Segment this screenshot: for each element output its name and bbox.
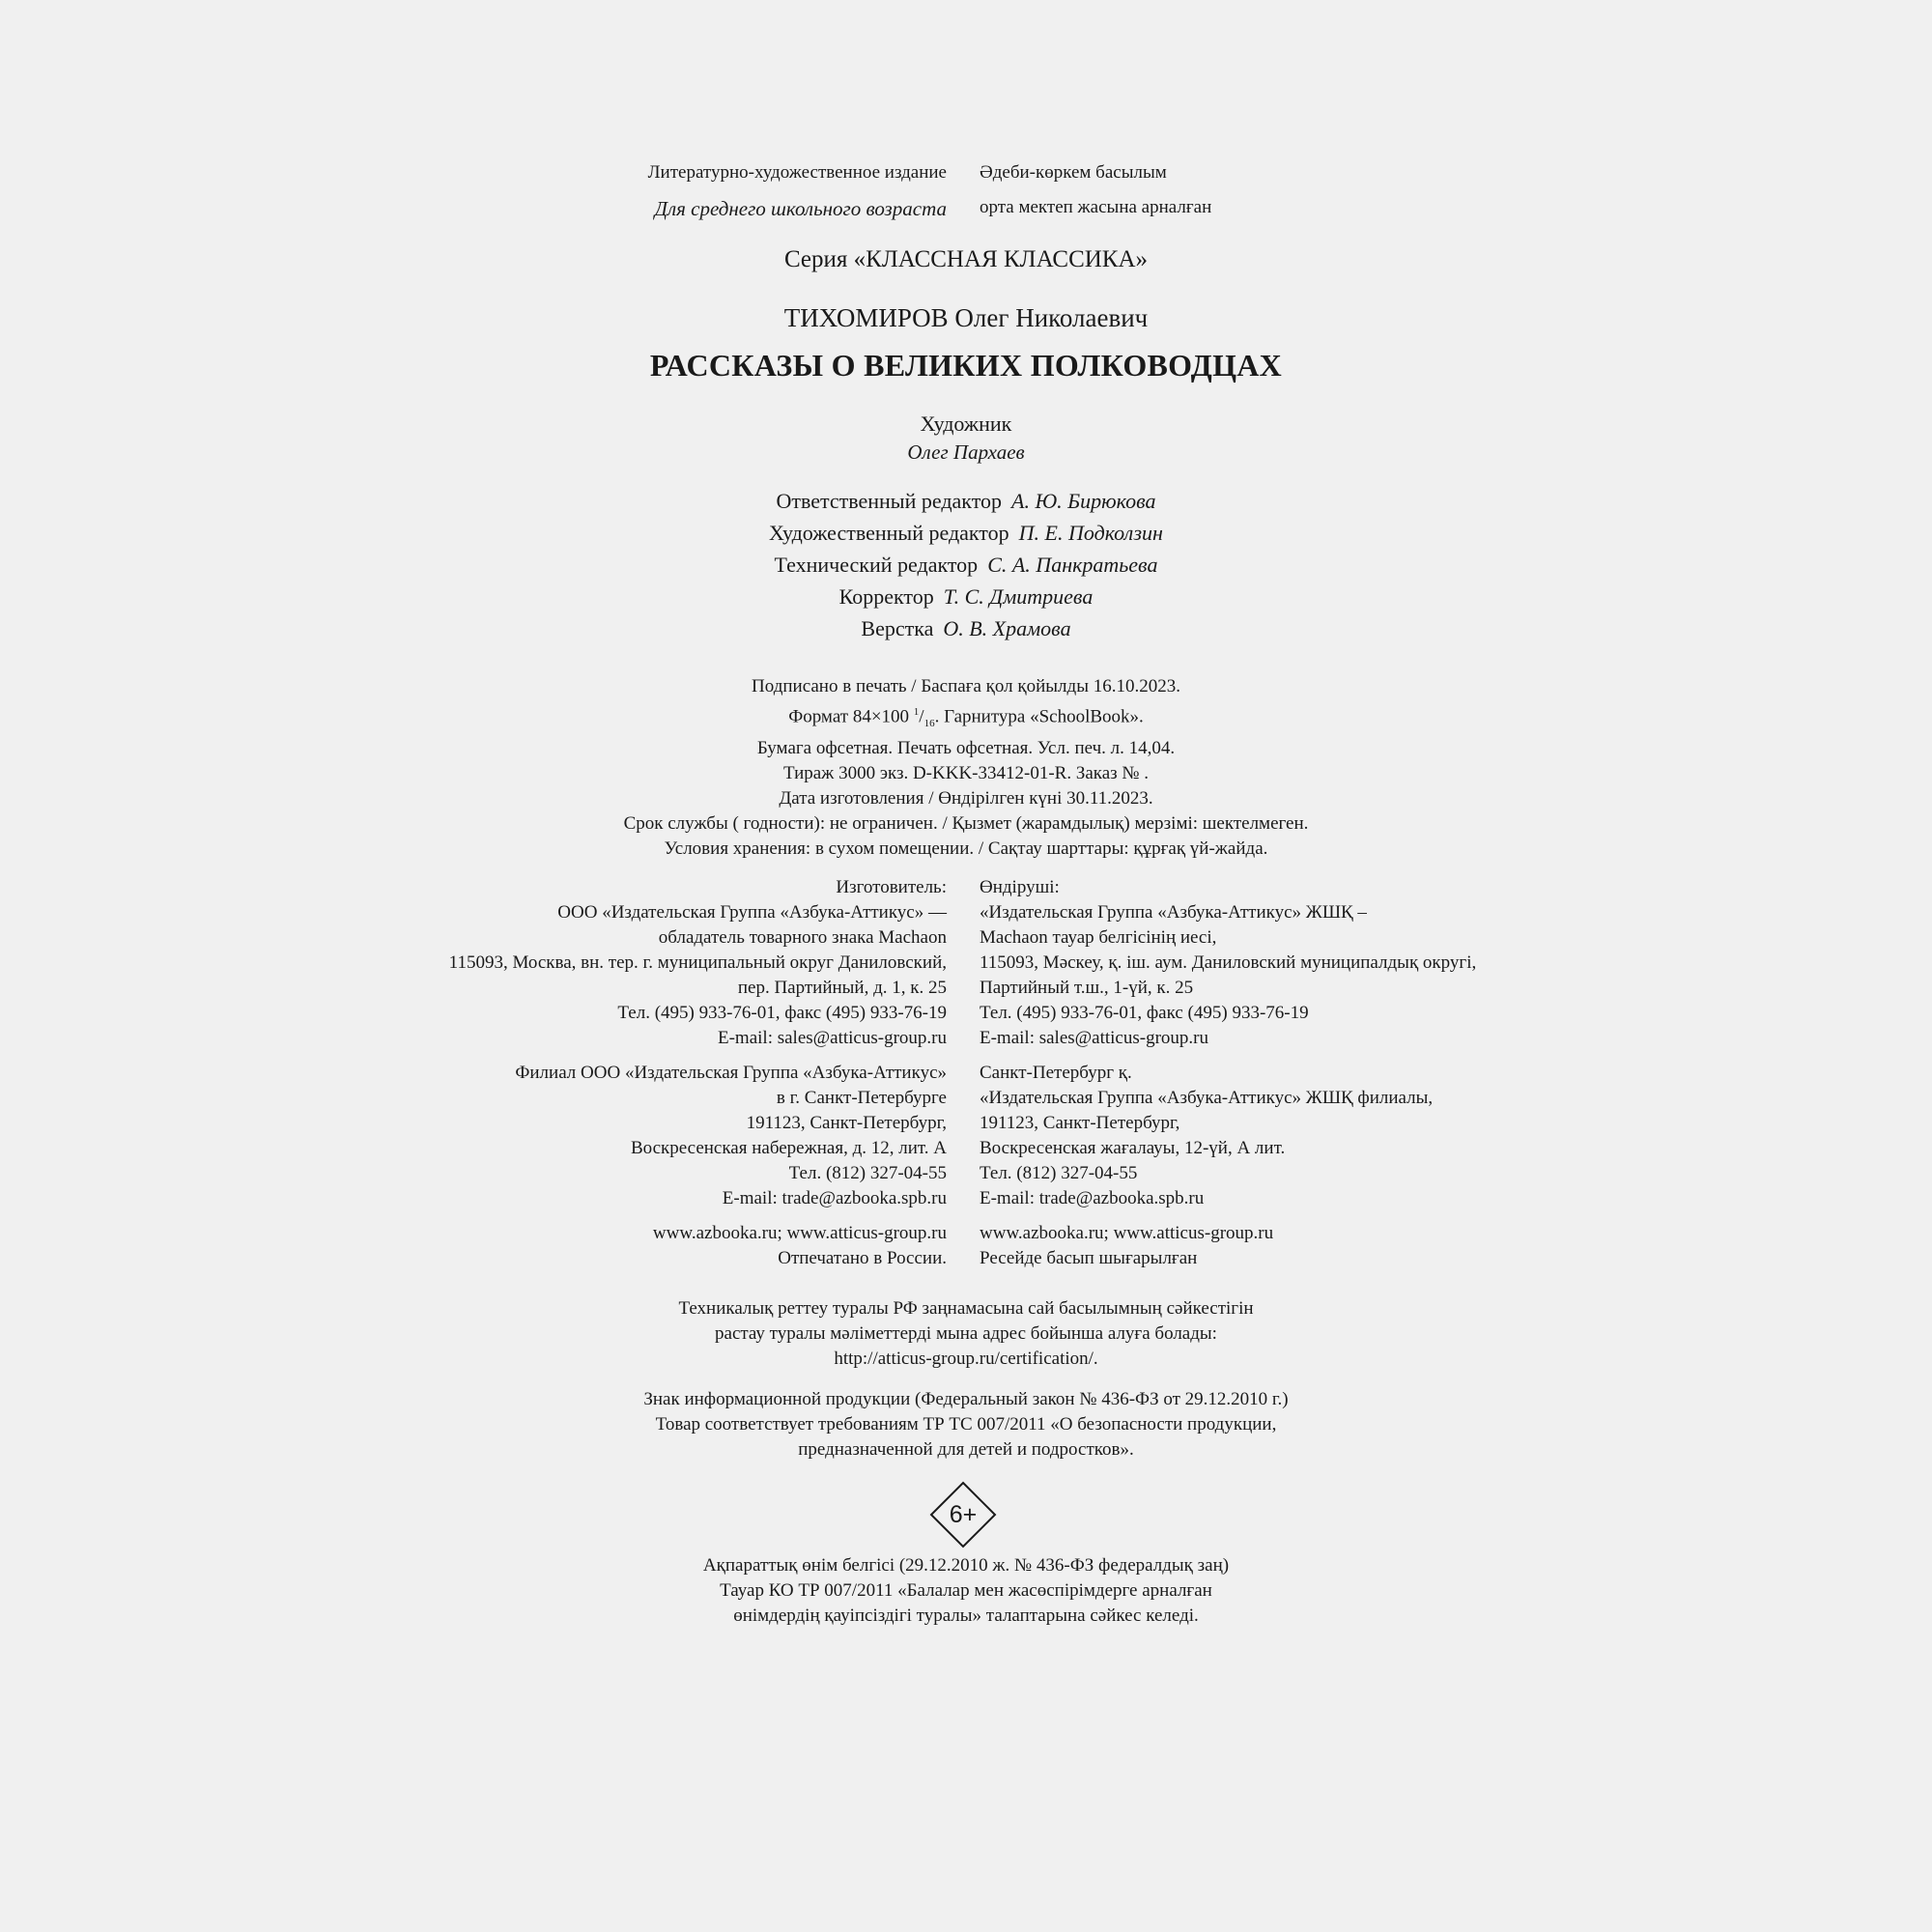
imprint-made: Дата изготовления / Өндірілген күні 30.11.2023. [779,788,1153,810]
illustrator-name: Олег Пархаев [907,440,1025,464]
branch-ru: Филиал ООО «Издательская Группа «Азбука-Аттикус» в г. Санкт-Петербурге 191123, Санкт-Петербург, Воскресенская набережная, д. 12, лит. А Тел. (812) 327-04-55 E-mail: trade@azbooka.spb.ru [515,1063,947,1208]
credit-row [0,485,1932,517]
manufacturer-kz: Өндіруші: «Издательская Группа «Азбука-Аттикус» ЖШҚ – Machaon тауар белгісінің иесі, 115093, Мәскеу, қ. іш. аум. Даниловский муниципалдық округі, Партийный т.ш., 1-үй, к. 25 Тел. (495) 933-76-01, факс (495) 933-76-19 E-mail: sales@atticus-group.ru [980,877,1477,1048]
book-title: РАССКАЗЫ О ВЕЛИКИХ ПОЛКОВОДЦАХ [649,348,1283,383]
credit-name: Т. С. Дмитриева [943,584,1094,609]
credit-role: Верстка [861,616,934,640]
imprint-storage: Условия хранения: в сухом помещении. / Сақтау шарттары: құрғақ үй-жайда. [664,838,1268,860]
age-rating-label: 6+ [949,1500,978,1528]
imprint-block [0,674,1932,862]
credit-row [0,517,1932,549]
info-sign-kz: Ақпараттық өнім белгісі (29.12.2010 ж. № 436-ФЗ федералдық заң) Тауар КО ТР 007/2011 «Балалар мен жасөспірімдерге арналған өнімдердің қауіпсіздігі туралы» талаптарына сәйкес келеді. [702,1555,1230,1626]
branch-kz: Санкт-Петербург қ. «Издательская Группа «Азбука-Аттикус» ЖШҚ филиалы, 191123, Санкт-Петербург, Воскресенская жағалауы, 12-үй, А лит. Тел. (812) 327-04-55 E-mail: trade@azbooka.spb.ru [980,1063,1434,1208]
credit-row [0,612,1932,644]
credit-name: О. В. Храмова [943,616,1071,640]
web-ru: www.azbooka.ru; www.atticus-group.ru Отпечатано в России. [652,1223,947,1268]
certification-kz: Техникалық реттеу туралы РФ заңнамасына сай басылымның сәйкестігін растау туралы мәліметтерді мына адрес бойынша алуға болады: http://atticus-group.ru/certification/. [678,1298,1254,1369]
credit-row [0,581,1932,612]
imprint-run: Тираж 3000 экз. D-KKK-33412-01-R. Заказ № . [782,763,1150,784]
web-kz: www.azbooka.ru; www.atticus-group.ru Ресейде басып шығарылған [980,1223,1274,1268]
credit-role: Ответственный редактор [776,489,1003,513]
edition-ru: Литературно-художественное издание [647,162,947,183]
imprint-signed: Подписано в печать / Баспаға қол қойылды 16.10.2023. [752,676,1180,696]
credits-block [0,485,1932,644]
credit-name: П. Е. Подколзин [1018,521,1163,545]
credit-role: Технический редактор [774,553,979,577]
credit-role: Художественный редактор [769,521,1009,545]
credit-name: А. Ю. Бирюкова [1011,489,1156,513]
age-kz: орта мектеп жасына арналған [980,197,1212,217]
imprint-format: Формат 84×100 $^1/_{16}$. Гарнитура «SchoolBook». [788,706,1144,730]
edition-kz: Әдеби-көркем басылым [980,162,1167,183]
age-ru: Для среднего школьного возраста [654,197,947,220]
illustrator-label: Художник [920,412,1012,436]
credit-name: С. А. Панкратьева [987,553,1158,577]
imprint-paper: Бумага офсетная. Печать офсетная. Усл. печ. л. 14,04. [756,738,1176,759]
series-line: Серия «КЛАССНАЯ КЛАССИКА» [783,246,1149,272]
info-sign-ru: Знак информационной продукции (Федеральный закон № 436-ФЗ от 29.12.2010 г.) Товар соответствует требованиям ТР ТС 007/2011 «О безопасности продукции, предназначенной для детей и подростков». [643,1389,1289,1460]
credit-role: Корректор [838,584,934,609]
author-line: ТИХОМИРОВ Олег Николаевич [783,303,1149,332]
imprint-service: Срок службы ( годности): не ограничен. / Қызмет (жарамдылық) мерзімі: шектелмеген. [623,813,1309,835]
credit-row [0,549,1932,581]
manufacturer-ru: Изготовитель: ООО «Издательская Группа «Азбука-Аттикус» — обладатель товарного знака Machaon 115093, Москва, вн. тер. г. муниципальный округ Даниловский, пер. Партийный, д. 1, к. 25 Тел. (495) 933-76-01, факс (495) 933-76-19 E-mail: sales@atticus-group.ru [448,877,947,1048]
